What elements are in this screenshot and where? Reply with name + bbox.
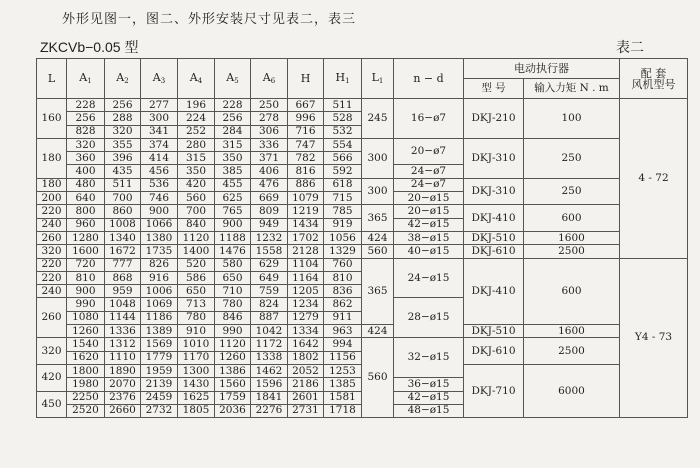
table-row (37, 205, 688, 218)
cell-H: 1234 (288, 298, 324, 311)
cell-H: 667 (288, 99, 324, 112)
cell-A1: 1800 (67, 364, 105, 377)
cell-H1: 760 (324, 258, 362, 271)
cell-H: 1164 (288, 271, 324, 284)
header-actuator-model: 型 号 (464, 79, 524, 99)
cell-A6: 1338 (251, 351, 288, 364)
cell-A2: 1336 (105, 325, 141, 338)
table-row (37, 338, 688, 351)
cell-H: 747 (288, 138, 324, 151)
cell-A1: 900 (67, 285, 105, 298)
cell-A1: 2520 (67, 404, 105, 417)
cell-A4: 700 (178, 205, 215, 218)
cell-A4: 420 (178, 178, 215, 191)
cell-A6: 629 (251, 258, 288, 271)
cell-actuator-model: DKJ-310 (464, 178, 524, 205)
cell-L1: 365 (362, 258, 394, 324)
cell-L: 180 (37, 138, 67, 178)
cell-A2: 1312 (105, 338, 141, 351)
cell-A2: 959 (105, 285, 141, 298)
cell-L: 240 (37, 218, 67, 231)
cell-A1: 828 (67, 125, 105, 138)
cell-A3: 1959 (141, 364, 178, 377)
cell-A2: 1110 (105, 351, 141, 364)
cell-A5: 780 (215, 298, 251, 311)
cell-H: 2731 (288, 404, 324, 417)
cell-A2: 2660 (105, 404, 141, 417)
cell-A5: 1476 (215, 245, 251, 258)
cell-A3: 456 (141, 165, 178, 178)
cell-H: 1279 (288, 311, 324, 324)
cell-A6: 250 (251, 99, 288, 112)
cell-H: 1219 (288, 205, 324, 218)
cell-A5: 455 (215, 178, 251, 191)
table-row (37, 138, 688, 151)
cell-nd: 20−ø15 (394, 205, 464, 218)
cell-A6: 1596 (251, 378, 288, 391)
cell-A2: 777 (105, 258, 141, 271)
cell-H: 2186 (288, 378, 324, 391)
cell-A4: 780 (178, 311, 215, 324)
cell-nd: 28−ø15 (394, 298, 464, 338)
cell-H: 1642 (288, 338, 324, 351)
cell-A2: 355 (105, 138, 141, 151)
cell-H: 1802 (288, 351, 324, 364)
cell-A6: 669 (251, 192, 288, 205)
cell-A2: 256 (105, 99, 141, 112)
cell-H: 2052 (288, 364, 324, 377)
dimension-table (36, 58, 688, 418)
cell-A3: 277 (141, 99, 178, 112)
cell-H: 1104 (288, 258, 324, 271)
cell-A4: 713 (178, 298, 215, 311)
cell-A1: 800 (67, 205, 105, 218)
cell-A5: 1120 (215, 338, 251, 351)
header-A3: $A_3$ (141, 59, 178, 99)
cell-H1: 810 (324, 271, 362, 284)
cell-A5: 625 (215, 192, 251, 205)
cell-A1: 810 (67, 271, 105, 284)
cell-A1: 1280 (67, 231, 105, 244)
cell-H1: 1581 (324, 391, 362, 404)
cell-H1: 994 (324, 338, 362, 351)
cell-A4: 910 (178, 325, 215, 338)
cell-A1: 640 (67, 192, 105, 205)
cell-H1: 1718 (324, 404, 362, 417)
cell-A5: 710 (215, 285, 251, 298)
cell-A4: 196 (178, 99, 215, 112)
cell-actuator-torque: 250 (524, 178, 620, 205)
cell-A3: 2459 (141, 391, 178, 404)
cell-actuator-torque: 2500 (524, 245, 620, 258)
cell-A3: 341 (141, 125, 178, 138)
cell-nd: 20−ø7 (394, 138, 464, 165)
cell-A4: 280 (178, 138, 215, 151)
header-H1: $H_1$ (324, 59, 362, 99)
cell-A3: 1006 (141, 285, 178, 298)
cell-A4: 560 (178, 192, 215, 205)
cell-A1: 720 (67, 258, 105, 271)
cell-A6: 759 (251, 285, 288, 298)
cell-A5: 846 (215, 311, 251, 324)
cell-H1: 618 (324, 178, 362, 191)
cell-A1: 1620 (67, 351, 105, 364)
header-A6: $A_6$ (251, 59, 288, 99)
cell-H1: 511 (324, 99, 362, 112)
cell-H1: 1329 (324, 245, 362, 258)
cell-A1: 1260 (67, 325, 105, 338)
cell-actuator-model: DKJ-610 (464, 338, 524, 365)
table-row (37, 99, 688, 112)
cell-A6: 887 (251, 311, 288, 324)
cell-nd: 42−ø15 (394, 391, 464, 404)
cell-A4: 840 (178, 218, 215, 231)
cell-A6: 1042 (251, 325, 288, 338)
cell-H1: 919 (324, 218, 362, 231)
cell-A3: 900 (141, 205, 178, 218)
header-A1: $A_1$ (67, 59, 105, 99)
cell-A4: 1170 (178, 351, 215, 364)
cell-H: 2601 (288, 391, 324, 404)
cell-A5: 1759 (215, 391, 251, 404)
cell-A6: 1462 (251, 364, 288, 377)
cell-L: 220 (37, 258, 67, 271)
cell-A5: 580 (215, 258, 251, 271)
cell-A3: 1069 (141, 298, 178, 311)
cell-A5: 900 (215, 218, 251, 231)
cell-A4: 224 (178, 112, 215, 125)
header-A5: $A_5$ (215, 59, 251, 99)
cell-A6: 649 (251, 271, 288, 284)
cell-A4: 350 (178, 165, 215, 178)
cell-L: 320 (37, 245, 67, 258)
cell-A2: 700 (105, 192, 141, 205)
cell-L1: 560 (362, 245, 394, 258)
cell-A5: 1386 (215, 364, 251, 377)
cell-H1: 554 (324, 138, 362, 151)
cell-A4: 315 (178, 152, 215, 165)
cell-A6: 1232 (251, 231, 288, 244)
cell-H: 1702 (288, 231, 324, 244)
cell-H1: 911 (324, 311, 362, 324)
cell-A2: 1672 (105, 245, 141, 258)
cell-A2: 1890 (105, 364, 141, 377)
header-nd: n − d (394, 59, 464, 99)
cell-L: 240 (37, 285, 67, 298)
cell-nd: 24−ø15 (394, 258, 464, 298)
cell-A5: 284 (215, 125, 251, 138)
cell-H1: 1253 (324, 364, 362, 377)
header-actuator-torque: 输入力矩 N . m (524, 79, 620, 99)
cell-nd: 42−ø15 (394, 218, 464, 231)
cell-L: 180 (37, 178, 67, 191)
cell-A3: 2732 (141, 404, 178, 417)
cell-fan-model: 4 - 72 (620, 99, 688, 259)
header-H: H (288, 59, 324, 99)
cell-H: 1205 (288, 285, 324, 298)
cell-A4: 1625 (178, 391, 215, 404)
cell-H: 782 (288, 152, 324, 165)
cell-A5: 385 (215, 165, 251, 178)
cell-nd: 24−ø7 (394, 165, 464, 178)
cell-L1: 560 (362, 338, 394, 418)
cell-A1: 990 (67, 298, 105, 311)
cell-nd: 38−ø15 (394, 231, 464, 244)
cell-A3: 374 (141, 138, 178, 151)
cell-actuator-torque: 600 (524, 205, 620, 232)
cell-A5: 1188 (215, 231, 251, 244)
cell-A5: 2036 (215, 404, 251, 417)
cell-A6: 809 (251, 205, 288, 218)
cell-A4: 1430 (178, 378, 215, 391)
cell-A5: 315 (215, 138, 251, 151)
cell-A1: 960 (67, 218, 105, 231)
header-A2: $A_2$ (105, 59, 141, 99)
cell-H1: 592 (324, 165, 362, 178)
cell-actuator-model: DKJ-210 (464, 99, 524, 139)
cell-A6: 824 (251, 298, 288, 311)
cell-actuator-torque: 600 (524, 258, 620, 324)
cell-A3: 414 (141, 152, 178, 165)
cell-H1: 785 (324, 205, 362, 218)
cell-L: 260 (37, 298, 67, 338)
cell-A4: 650 (178, 285, 215, 298)
cell-L1: 424 (362, 325, 394, 338)
cell-L: 320 (37, 338, 67, 365)
cell-A2: 1008 (105, 218, 141, 231)
cell-A2: 435 (105, 165, 141, 178)
cell-A6: 406 (251, 165, 288, 178)
cell-nd: 16−ø7 (394, 99, 464, 139)
cell-A2: 1144 (105, 311, 141, 324)
cell-actuator-torque: 100 (524, 99, 620, 139)
cell-A1: 256 (67, 112, 105, 125)
cell-A5: 350 (215, 152, 251, 165)
cell-A5: 228 (215, 99, 251, 112)
cell-H1: 532 (324, 125, 362, 138)
cell-H: 716 (288, 125, 324, 138)
cell-actuator-torque: 1600 (524, 325, 620, 338)
cell-A5: 650 (215, 271, 251, 284)
cell-H1: 836 (324, 285, 362, 298)
cell-A5: 1560 (215, 378, 251, 391)
model-title: ZKCVb−0.05 型 (40, 39, 139, 55)
table-row (37, 178, 688, 191)
cell-H: 816 (288, 165, 324, 178)
cell-actuator-model: DKJ-710 (464, 364, 524, 417)
cell-A4: 586 (178, 271, 215, 284)
cell-actuator-model: DKJ-610 (464, 245, 524, 258)
cell-A3: 746 (141, 192, 178, 205)
cell-A3: 300 (141, 112, 178, 125)
cell-A4: 1120 (178, 231, 215, 244)
cell-A6: 949 (251, 218, 288, 231)
cell-H1: 528 (324, 112, 362, 125)
cell-A6: 1841 (251, 391, 288, 404)
cell-actuator-model: DKJ-510 (464, 325, 524, 338)
cell-A3: 1186 (141, 311, 178, 324)
cell-L1: 424 (362, 231, 394, 244)
cell-nd: 24−ø7 (394, 178, 464, 191)
table-row (37, 325, 688, 338)
cell-L: 220 (37, 205, 67, 218)
cell-H1: 566 (324, 152, 362, 165)
cell-actuator-torque: 250 (524, 138, 620, 178)
cell-A2: 868 (105, 271, 141, 284)
cell-A1: 400 (67, 165, 105, 178)
cell-A3: 826 (141, 258, 178, 271)
cell-actuator-torque: 2500 (524, 338, 620, 365)
cell-H1: 862 (324, 298, 362, 311)
cell-A1: 320 (67, 138, 105, 151)
cell-L1: 300 (362, 178, 394, 205)
cell-A4: 1300 (178, 364, 215, 377)
cell-A4: 252 (178, 125, 215, 138)
header-A4: $A_4$ (178, 59, 215, 99)
cell-A3: 1569 (141, 338, 178, 351)
cell-A2: 2070 (105, 378, 141, 391)
cell-A1: 1540 (67, 338, 105, 351)
cell-A1: 228 (67, 99, 105, 112)
cell-H: 886 (288, 178, 324, 191)
cell-A3: 1380 (141, 231, 178, 244)
cell-A3: 1779 (141, 351, 178, 364)
header-actuator: 电动执行器 (464, 59, 620, 79)
cell-L: 160 (37, 99, 67, 139)
cell-H1: 1156 (324, 351, 362, 364)
cell-H1: 963 (324, 325, 362, 338)
cell-A4: 1400 (178, 245, 215, 258)
cell-A3: 1735 (141, 245, 178, 258)
cell-fan-model: Y4 - 73 (620, 258, 688, 418)
cell-H1: 1385 (324, 378, 362, 391)
cell-nd: 40−ø15 (394, 245, 464, 258)
cell-A6: 278 (251, 112, 288, 125)
cell-L: 260 (37, 231, 67, 244)
header-fan (620, 59, 688, 99)
cell-nd: 32−ø15 (394, 338, 464, 378)
header-L: L (37, 59, 67, 99)
cell-L1: 365 (362, 205, 394, 232)
cell-A1: 360 (67, 152, 105, 165)
table-row (37, 231, 688, 244)
header-L1: $L_1$ (362, 59, 394, 99)
cell-actuator-torque: 1600 (524, 231, 620, 244)
cell-L: 200 (37, 192, 67, 205)
cell-A1: 2250 (67, 391, 105, 404)
cell-A6: 1558 (251, 245, 288, 258)
cell-A4: 1010 (178, 338, 215, 351)
cell-A3: 1066 (141, 218, 178, 231)
cell-A4: 520 (178, 258, 215, 271)
cell-A2: 860 (105, 205, 141, 218)
cell-H: 1434 (288, 218, 324, 231)
cell-A5: 990 (215, 325, 251, 338)
cell-L1: 300 (362, 138, 394, 178)
cell-A2: 320 (105, 125, 141, 138)
cell-A6: 336 (251, 138, 288, 151)
cell-actuator-model: DKJ-310 (464, 138, 524, 178)
cell-L: 420 (37, 364, 67, 391)
cell-A3: 536 (141, 178, 178, 191)
cell-A2: 511 (105, 178, 141, 191)
cell-L: 220 (37, 271, 67, 284)
cell-A2: 396 (105, 152, 141, 165)
cell-A2: 288 (105, 112, 141, 125)
cell-actuator-model: DKJ-410 (464, 258, 524, 324)
cell-A5: 256 (215, 112, 251, 125)
table-number: 表二 (616, 40, 644, 56)
cell-A3: 2139 (141, 378, 178, 391)
cell-actuator-torque: 6000 (524, 364, 620, 417)
header-fan-line1: 配 套 (640, 66, 667, 80)
cell-A5: 1260 (215, 351, 251, 364)
cell-A6: 2276 (251, 404, 288, 417)
cell-A1: 1080 (67, 311, 105, 324)
cell-H: 1334 (288, 325, 324, 338)
cell-H: 1079 (288, 192, 324, 205)
cell-H1: 715 (324, 192, 362, 205)
cell-L1: 245 (362, 99, 394, 139)
cell-A1: 1980 (67, 378, 105, 391)
cell-A2: 1340 (105, 231, 141, 244)
page-heading: 外形见图一，图二、外形安装尺寸见表二，表三 (62, 12, 357, 27)
header-fan-line2: 风机型号 (631, 77, 676, 91)
cell-A1: 480 (67, 178, 105, 191)
cell-A4: 1805 (178, 404, 215, 417)
cell-nd: 36−ø15 (394, 378, 464, 391)
cell-H1: 1056 (324, 231, 362, 244)
cell-A6: 1172 (251, 338, 288, 351)
cell-A6: 371 (251, 152, 288, 165)
cell-A3: 916 (141, 271, 178, 284)
cell-A2: 2376 (105, 391, 141, 404)
cell-L: 450 (37, 391, 67, 418)
cell-H: 996 (288, 112, 324, 125)
cell-nd: 48−ø15 (394, 404, 464, 417)
table-row (37, 245, 688, 258)
cell-A6: 476 (251, 178, 288, 191)
cell-A6: 306 (251, 125, 288, 138)
cell-nd: 20−ø15 (394, 192, 464, 205)
cell-A2: 1048 (105, 298, 141, 311)
cell-H: 2128 (288, 245, 324, 258)
cell-actuator-model: DKJ-510 (464, 231, 524, 244)
cell-A1: 1600 (67, 245, 105, 258)
cell-actuator-model: DKJ-410 (464, 205, 524, 232)
table-row (37, 258, 688, 271)
cell-A3: 1389 (141, 325, 178, 338)
cell-A5: 765 (215, 205, 251, 218)
